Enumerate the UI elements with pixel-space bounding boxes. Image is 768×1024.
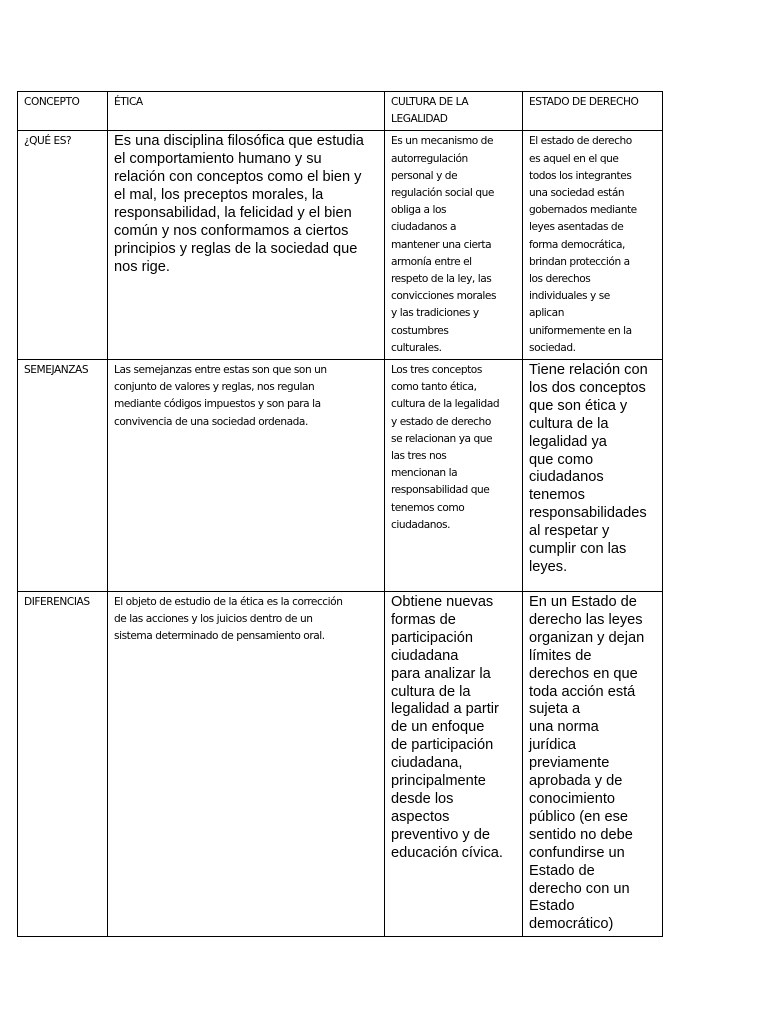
- cell-text: Los tres conceptos como tanto ética, cultura de la legalidad y estado de derecho se relacionan ya que las tres nos mencionan la responsabilidad que tenemos como ciudadanos.: [391, 364, 500, 531]
- row-label-diferencias: [18, 592, 108, 937]
- cell-cultura-diferencias: [385, 592, 523, 937]
- header-estado: [523, 92, 663, 131]
- cell-text: Las semejanzas entre estas son que son un conjunto de valores y reglas, nos regulan mediante códigos impuestos y son para la convivencia de una sociedad ordenada.: [114, 364, 327, 428]
- row-label-text: SEMEJANZAS: [24, 364, 89, 377]
- cell-etica-que-es: [108, 131, 385, 360]
- cell-estado-que-es: [523, 131, 663, 360]
- cell-estado-diferencias: [523, 592, 663, 937]
- table-row: [18, 131, 663, 360]
- cell-cultura-que-es: [385, 131, 523, 360]
- header-estado-text: ESTADO DE DERECHO: [529, 96, 639, 108]
- header-etica-text: ÉTICA: [114, 96, 143, 108]
- cell-cultura-semejanzas: [385, 360, 523, 592]
- header-cultura: [385, 92, 523, 131]
- header-etica: [108, 92, 385, 131]
- header-concepto: [18, 92, 108, 131]
- cell-etica-semejanzas: [108, 360, 385, 592]
- cell-etica-diferencias: [108, 592, 385, 937]
- cell-text: En un Estado de derecho las leyes organizan y dejan límites de derechos en que toda acción está sujeta a una norma jurídica previamente aprobada y de conocimiento público (en ese sentido no debe confundirse un Estado de derecho con un Estado democrático): [529, 594, 645, 933]
- cell-text: El estado de derecho es aquel en el que todos los integrantes una sociedad están gobernados mediante leyes asentadas de forma democrática, brindan protección a los derechos individuales y se aplican uniformemente en la sociedad.: [529, 135, 637, 354]
- cell-text: El objeto de estudio de la ética es la corrección de las acciones y los juicios dentro de un sistema determinado de pensamiento oral.: [114, 596, 343, 643]
- row-label-text: DIFERENCIAS: [24, 596, 90, 609]
- cell-text: Es un mecanismo de autorregulación personal y de regulación social que obliga a los ciudadanos a mantener una cierta armonía entre el respeto de la ley, las convicciones morales y las tradiciones y costumbres culturales.: [391, 135, 497, 354]
- row-label-que-es: [18, 131, 108, 360]
- row-label-semejanzas: [18, 360, 108, 592]
- header-cultura-text: CULTURA DE LA LEGALIDAD: [391, 96, 469, 126]
- table-row: [18, 360, 663, 592]
- table-row: [18, 592, 663, 937]
- cell-text: Tiene relación con los dos conceptos que son ética y cultura de la legalidad ya que como ciudadanos tenemos responsabilidades al respetar y cumplir con las leyes.: [529, 362, 648, 576]
- comparison-table: [17, 91, 663, 937]
- cell-text: Obtiene nuevas formas de participación ciudadana para analizar la cultura de la legalidad a partir de un enfoque de participación ciudadana, principalmente desde los aspectos preventivo y de educación cívica.: [391, 594, 503, 861]
- cell-estado-semejanzas: [523, 360, 663, 592]
- cell-text: Es una disciplina filosófica que estudia el comportamiento humano y su relación con conceptos como el bien y el mal, los preceptos morales, la responsabilidad, la felicidad y el bien común y nos conformamos a ciertos principios y reglas de la sociedad que nos rige.: [114, 133, 364, 275]
- row-label-text: ¿QUÉ ES?: [24, 135, 72, 148]
- header-concepto-text: CONCEPTO: [24, 96, 80, 108]
- table-header-row: [18, 92, 663, 131]
